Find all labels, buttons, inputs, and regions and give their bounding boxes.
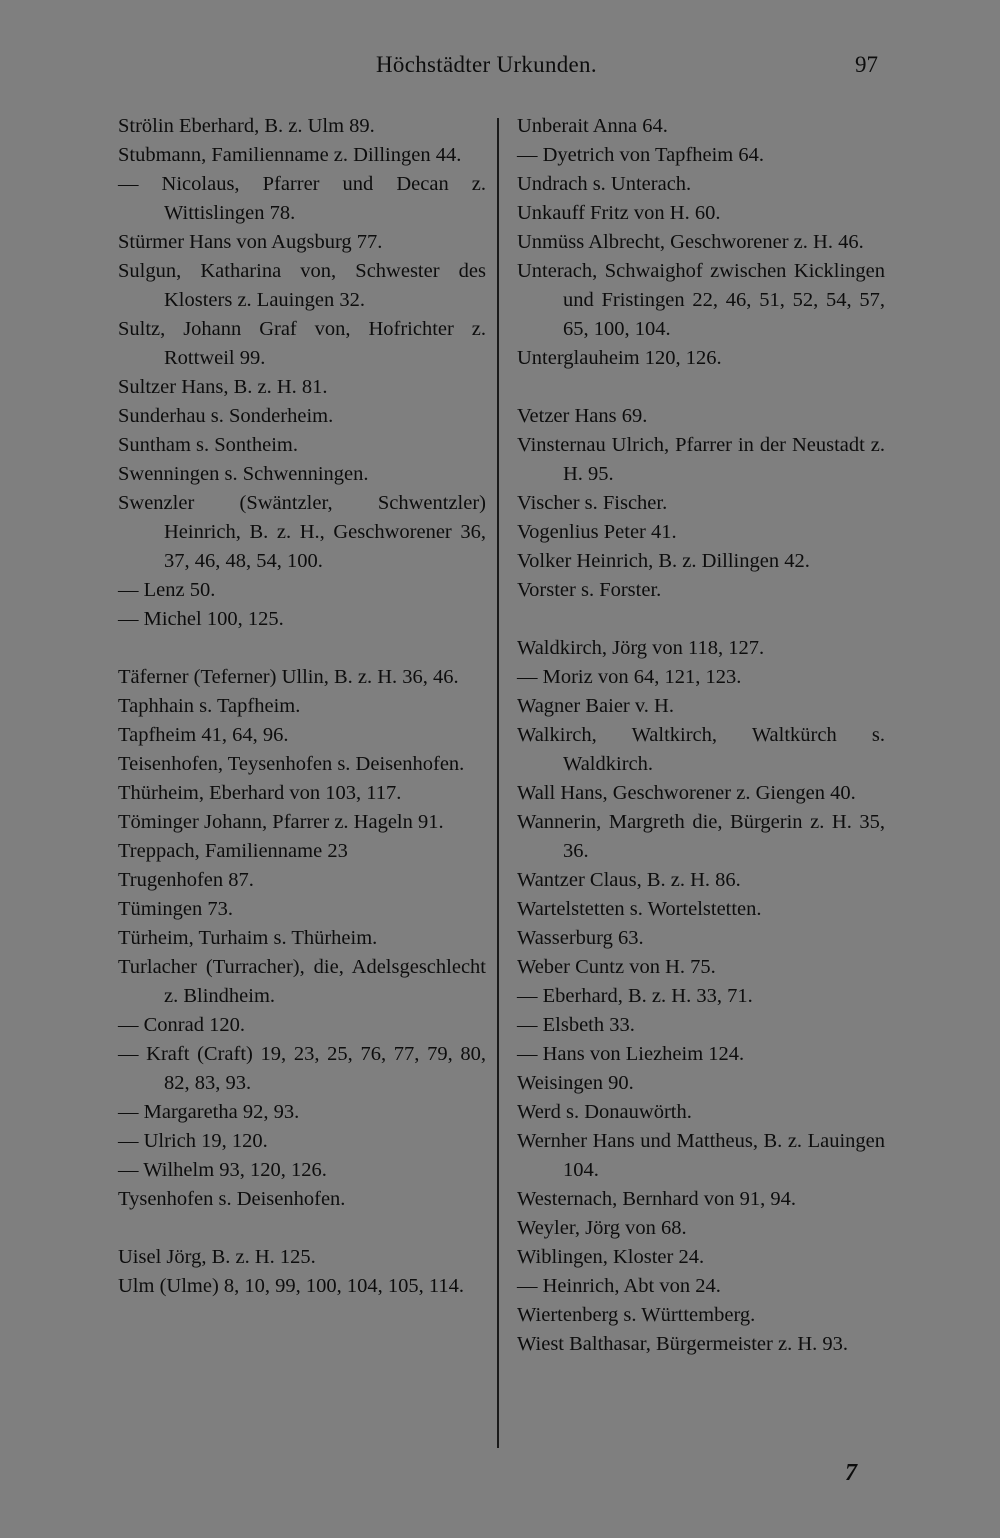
index-entry: Vetzer Hans 69. — [517, 405, 648, 427]
index-entry: Weisingen 90. — [517, 1072, 634, 1094]
index-entry: Volker Heinrich, B. z. Dillingen 42. — [517, 550, 810, 572]
index-entry: Walkirch, Waltkirch, Waltkürch s. Waldkirch. — [517, 724, 885, 775]
index-entry: Sunderhau s. Sonderheim. — [118, 405, 334, 427]
index-entry: Wantzer Claus, B. z. H. 86. — [517, 869, 741, 891]
index-entry: — Moriz von 64, 121, 123. — [517, 666, 742, 688]
index-entry: — Heinrich, Abt von 24. — [517, 1275, 721, 1297]
index-entry: Werd s. Donauwörth. — [517, 1101, 692, 1123]
index-entry: Unkauff Fritz von H. 60. — [517, 202, 721, 224]
index-entry: Wiblingen, Kloster 24. — [517, 1246, 705, 1268]
index-column-right — [517, 112, 885, 1359]
section-gap — [517, 373, 885, 402]
index-entry: — Nicolaus, Pfarrer und Decan z. Wittislingen 78. — [118, 173, 486, 224]
index-entry: Teisenhofen, Teysenhofen s. Deisenhofen. — [118, 753, 465, 775]
index-entry: Tysenhofen s. Deisenhofen. — [118, 1188, 346, 1210]
index-entry: Weber Cuntz von H. 75. — [517, 956, 716, 978]
index-entry: Sultz, Johann Graf von, Hofrichter z. Rottweil 99. — [118, 318, 486, 369]
index-entry: Unterglauheim 120, 126. — [517, 347, 722, 369]
index-entry: Töminger Johann, Pfarrer z. Hageln 91. — [118, 811, 444, 833]
index-entry: Türheim, Turhaim s. Thürheim. — [118, 927, 378, 949]
index-entry: Swenningen s. Schwenningen. — [118, 463, 369, 485]
index-entry: — Michel 100, 125. — [118, 608, 284, 630]
index-entry: Wernher Hans und Mattheus, B. z. Lauingen 104. — [517, 1130, 885, 1181]
index-entry: Vinsternau Ulrich, Pfarrer in der Neustadt z. H. 95. — [517, 434, 885, 485]
index-entry: Strölin Eberhard, B. z. Ulm 89. — [118, 115, 375, 137]
index-entry: Trugenhofen 87. — [118, 869, 254, 891]
index-entry: Vorster s. Forster. — [517, 579, 662, 601]
index-entry: Thürheim, Eberhard von 103, 117. — [118, 782, 402, 804]
index-entry: Wartelstetten s. Wortelstetten. — [517, 898, 762, 920]
index-entry: Undrach s. Unterach. — [517, 173, 692, 195]
index-entry: Suntham s. Sontheim. — [118, 434, 298, 456]
index-entry: — Dyetrich von Tapfheim 64. — [517, 144, 764, 166]
index-entry: Stubmann, Familienname z. Dillingen 44. — [118, 144, 462, 166]
index-entry: — Hans von Liezheim 124. — [517, 1043, 745, 1065]
index-entry: Westernach, Bernhard von 91, 94. — [517, 1188, 797, 1210]
index-entry: Täferner (Teferner) Ullin, B. z. H. 36, 46. — [118, 666, 459, 688]
index-entry: Tapfheim 41, 64, 96. — [118, 724, 289, 746]
index-entry: Weyler, Jörg von 68. — [517, 1217, 687, 1239]
index-entry: Ulm (Ulme) 8, 10, 99, 100, 104, 105, 114. — [118, 1275, 465, 1297]
index-entry: — Wilhelm 93, 120, 126. — [118, 1159, 327, 1181]
index-entry: Unmüss Albrecht, Geschworener z. H. 46. — [517, 231, 864, 253]
index-entry: Vogenlius Peter 41. — [517, 521, 677, 543]
index-entry: — Conrad 120. — [118, 1014, 245, 1036]
column-divider — [497, 118, 499, 1448]
section-gap — [118, 634, 486, 663]
index-entry: — Eberhard, B. z. H. 33, 71. — [517, 985, 753, 1007]
index-entry: — Elsbeth 33. — [517, 1014, 635, 1036]
index-entry: Wagner Baier v. H. — [517, 695, 674, 717]
index-entry: — Ulrich 19, 120. — [118, 1130, 268, 1152]
index-entry: Wannerin, Margreth die, Bürgerin z. H. 35, 36. — [517, 811, 885, 862]
index-entry: Wasserburg 63. — [517, 927, 644, 949]
section-gap — [118, 1214, 486, 1243]
index-entry: Unterach, Schwaighof zwischen Kicklingen und Fristingen 22, 46, 51, 52, 54, 57, 65, 100, 104. — [517, 260, 885, 340]
index-entry: Vischer s. Fischer. — [517, 492, 668, 514]
index-entry: Uisel Jörg, B. z. H. 125. — [118, 1246, 316, 1268]
index-entry: Waldkirch, Jörg von 118, 127. — [517, 637, 765, 659]
index-entry: Taphhain s. Tapfheim. — [118, 695, 301, 717]
index-entry: Treppach, Familienname 23 — [118, 840, 348, 862]
index-column-left — [118, 112, 486, 1301]
running-title: Höchstädter Urkunden. — [376, 52, 597, 77]
index-entry: Sultzer Hans, B. z. H. 81. — [118, 376, 328, 398]
index-entry: Swenzler (Swäntzler, Schwentzler) Heinrich, B. z. H., Geschworener 36, 37, 46, 48, 54, 100. — [118, 492, 486, 572]
index-entry: Stürmer Hans von Augsburg 77. — [118, 231, 383, 253]
index-entry: Sulgun, Katharina von, Schwester des Klosters z. Lauingen 32. — [118, 260, 486, 311]
index-entry: Wiertenberg s. Württemberg. — [517, 1304, 756, 1326]
index-entry: Unberait Anna 64. — [517, 115, 668, 137]
index-entry: Wiest Balthasar, Bürgermeister z. H. 93. — [517, 1333, 849, 1355]
index-entry: — Margaretha 92, 93. — [118, 1101, 300, 1123]
index-entry: Turlacher (Turracher), die, Adelsgeschlecht z. Blindheim. — [118, 956, 486, 1007]
page-header — [0, 52, 1000, 84]
section-gap — [517, 605, 885, 634]
page-number: 97 — [855, 52, 878, 77]
index-entry: Wall Hans, Geschworener z. Giengen 40. — [517, 782, 856, 804]
signature-mark: 7 — [845, 1460, 857, 1486]
index-entry: — Lenz 50. — [118, 579, 216, 601]
index-entry: — Kraft (Craft) 19, 23, 25, 76, 77, 79, 80, 82, 83, 93. — [118, 1043, 486, 1094]
index-entry: Tümingen 73. — [118, 898, 234, 920]
